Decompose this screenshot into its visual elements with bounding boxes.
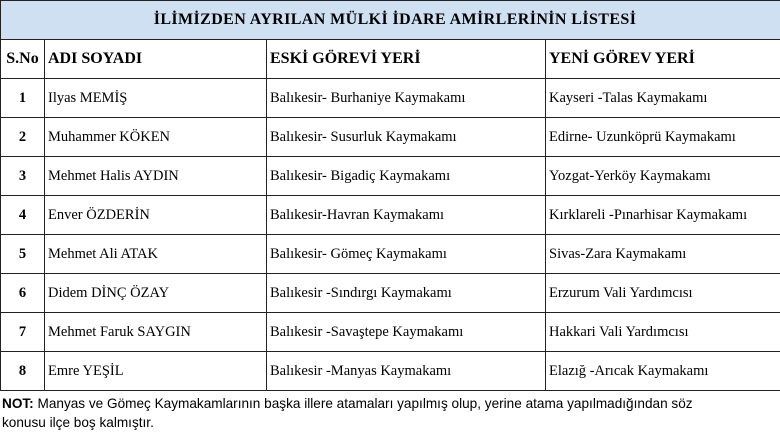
footnote-text-1: Manyas ve Gömeç Kaymakamlarının başka illere atamaları yapılmış olup, yerine atama yapılmadığından söz [37, 396, 693, 411]
row-old-post: Balıkesir- Susurluk Kaymakamı [267, 118, 546, 157]
table-row [1, 313, 780, 352]
row-old-post: Balıkesir -Savaştepe Kaymakamı [267, 313, 546, 352]
row-name: Didem DİNÇ ÖZAY [45, 274, 267, 313]
row-new-post: Edirne- Uzunköprü Kaymakamı [546, 118, 780, 157]
row-name: Ilyas MEMİŞ [45, 79, 267, 118]
row-old-post: Balıkesir -Sındırgı Kaymakamı [267, 274, 546, 313]
row-new-post: Elazığ -Arıcak Kaymakamı [546, 352, 780, 391]
row-number: 1 [1, 79, 45, 118]
row-name: Enver ÖZDERİN [45, 196, 267, 235]
table-row [1, 157, 780, 196]
table-title: İLİMİZDEN AYRILAN MÜLKİ İDARE AMİRLERİNİN LİSTESİ [1, 1, 780, 40]
row-number: 8 [1, 352, 45, 391]
row-new-post: Erzurum Vali Yardımcısı [546, 274, 780, 313]
row-old-post: Balıkesir -Manyas Kaymakamı [267, 352, 546, 391]
row-number: 2 [1, 118, 45, 157]
row-new-post: Yozgat-Yerköy Kaymakamı [546, 157, 780, 196]
row-number: 4 [1, 196, 45, 235]
row-number: 3 [1, 157, 45, 196]
table-row [1, 79, 780, 118]
header-sno: S.No [1, 40, 45, 79]
row-new-post: Sivas-Zara Kaymakamı [546, 235, 780, 274]
row-old-post: Balıkesir-Havran Kaymakamı [267, 196, 546, 235]
row-name: Muhammer KÖKEN [45, 118, 267, 157]
row-number: 5 [1, 235, 45, 274]
row-name: Mehmet Ali ATAK [45, 235, 267, 274]
row-new-post: Kırklareli -Pınarhisar Kaymakamı [546, 196, 780, 235]
table-row [1, 118, 780, 157]
row-old-post: Balıkesir- Burhaniye Kaymakamı [267, 79, 546, 118]
row-old-post: Balıkesir- Bigadiç Kaymakamı [267, 157, 546, 196]
footnote [2, 394, 780, 432]
row-name: Mehmet Faruk SAYGIN [45, 313, 267, 352]
header-name: ADI SOYADI [45, 40, 267, 79]
table-row [1, 274, 780, 313]
table-row [1, 235, 780, 274]
row-name: Emre YEŞİL [45, 352, 267, 391]
header-old-post: ESKİ GÖREVİ YERİ [267, 40, 546, 79]
table-row [1, 352, 780, 391]
footnote-line-1 [2, 394, 780, 413]
header-new-post: YENİ GÖREV YERİ [546, 40, 780, 79]
header-row [1, 40, 780, 79]
row-new-post: Kayseri -Talas Kaymakamı [546, 79, 780, 118]
footnote-line-2: konusu ilçe boş kalmıştır. [2, 415, 154, 430]
row-number: 6 [1, 274, 45, 313]
row-old-post: Balıkesir- Gömeç Kaymakamı [267, 235, 546, 274]
footnote-label: NOT: [2, 396, 34, 411]
table-row [1, 196, 780, 235]
row-name: Mehmet Halis AYDIN [45, 157, 267, 196]
row-new-post: Hakkari Vali Yardımcısı [546, 313, 780, 352]
row-number: 7 [1, 313, 45, 352]
